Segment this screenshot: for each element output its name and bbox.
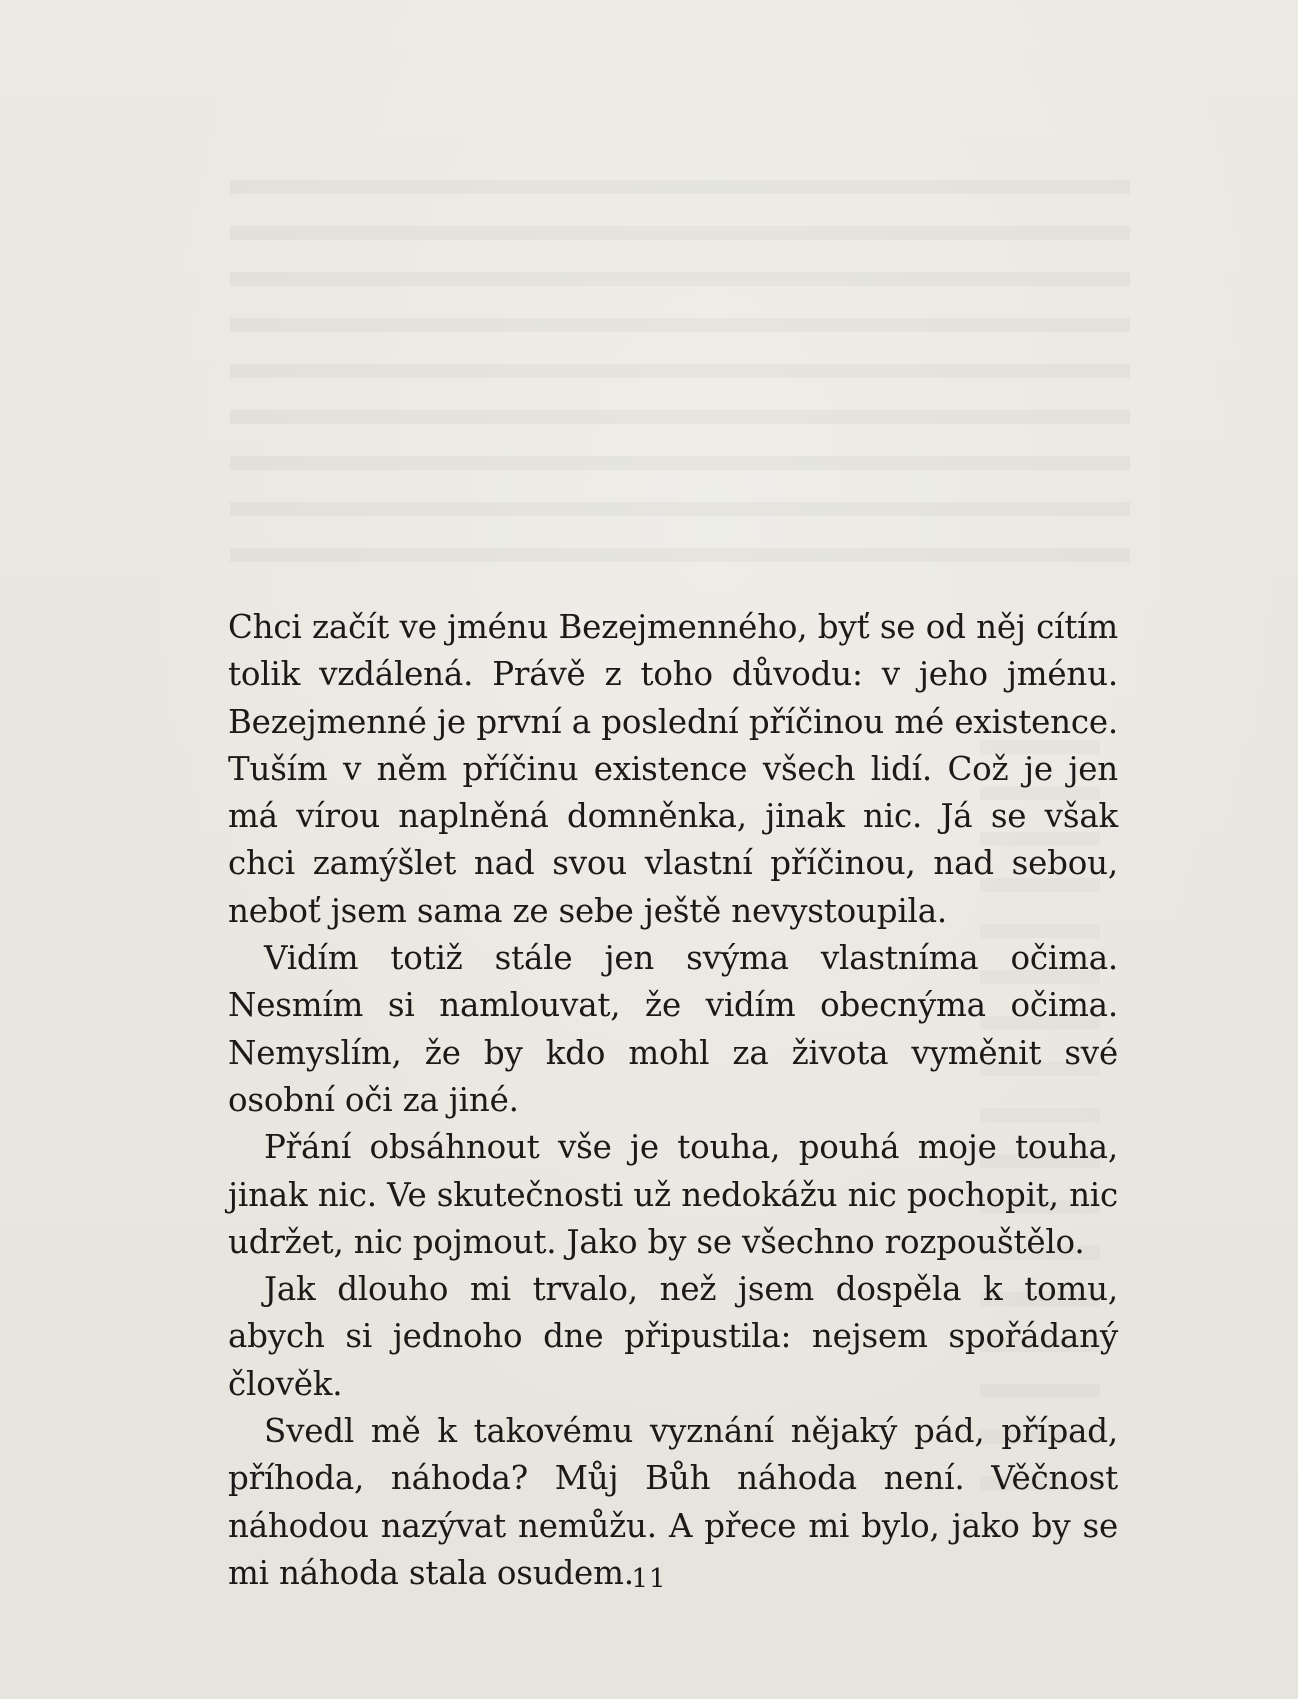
paragraph: Svedl mě k takovému vyznání nějaký pád, případ, příhoda, náhoda? Můj Bůh náhoda není. Věčnost náhodou nazývat nemůžu. A přece mi bylo, jako by se mi náhoda stala osudem. bbox=[228, 1412, 1118, 1592]
page-number: 11 bbox=[631, 1564, 667, 1594]
paragraph: Jak dlouho mi trvalo, než jsem dospěla k tomu, abych si jednoho dne připustila: nejsem spořádaný člověk. bbox=[228, 1270, 1118, 1403]
body-text bbox=[228, 604, 1118, 1597]
bleed-through-text bbox=[230, 180, 1130, 580]
paragraph: Přání obsáhnout vše je touha, pouhá moje touha, jinak nic. Ve skutečnosti už nedokážu nic pochopit, nic udržet, nic pojmout. Jako by se všechno rozpouštělo. bbox=[228, 1128, 1118, 1261]
paragraph: Chci začít ve jménu Bezejmenného, byť se od něj cítím tolik vzdálená. Právě z toho důvodu: v jeho jménu. Bezejmenné je první a poslední příčinou mé existence. Tuším v něm příčinu existence všech lidí. Což je jen má vírou naplněná domněnka, jinak nic. Já se však chci zamýšlet nad svou vlastní příčinou, nad sebou, neboť jsem sama ze sebe ještě nevystoupila. bbox=[228, 608, 1118, 930]
paragraph: Vidím totiž stále jen svýma vlastníma očima. Nesmím si namlouvat, že vidím obecnýma očima. Nemyslím, že by kdo mohl za života vyměnit své osobní oči za jiné. bbox=[228, 939, 1118, 1119]
